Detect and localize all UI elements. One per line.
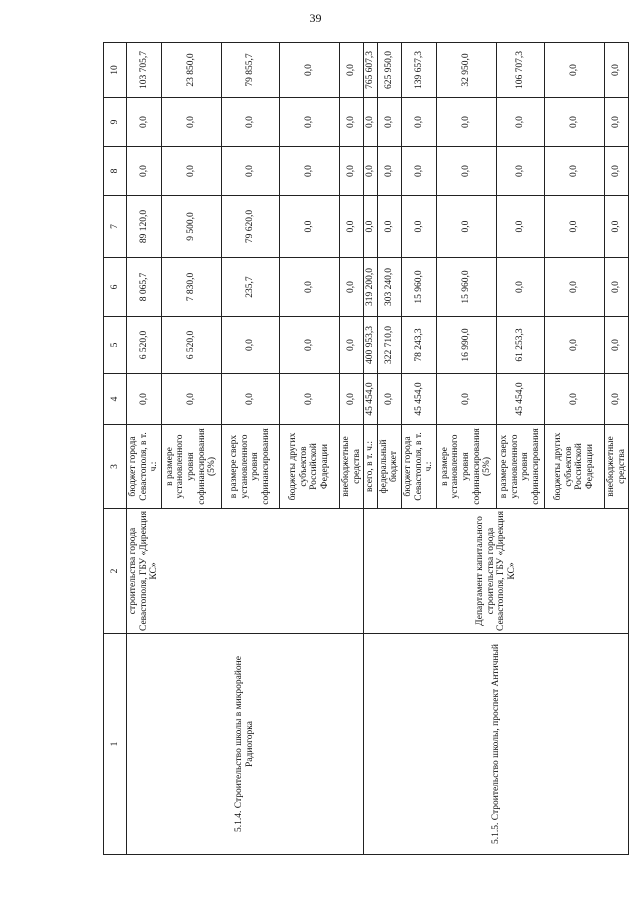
value-cell: 139 657,3 <box>402 43 437 98</box>
col-header: 6 <box>104 258 127 317</box>
value-cell: 32 950,0 <box>436 43 496 98</box>
value-cell: 0,0 <box>496 258 544 317</box>
value-cell: 23 850,0 <box>161 43 221 98</box>
value-cell: 0,0 <box>544 258 604 317</box>
value-cell: 0,0 <box>339 374 363 425</box>
value-cell: 322 710,0 <box>377 317 401 374</box>
value-cell: 0,0 <box>436 374 496 425</box>
value-cell: 0,0 <box>544 43 604 98</box>
value-cell: 8 065,7 <box>127 258 162 317</box>
value-cell: 0,0 <box>161 374 221 425</box>
value-cell: 79 620,0 <box>221 196 279 258</box>
value-cell: 319 200,0 <box>364 258 378 317</box>
financing-table <box>103 42 629 855</box>
value-cell: 15 960,0 <box>436 258 496 317</box>
value-cell: 0,0 <box>279 196 339 258</box>
col-header: 4 <box>104 374 127 425</box>
value-cell: 0,0 <box>221 317 279 374</box>
responsible-cell: Департамент капитального строительства города Севастополя, ГБУ «Дирекция КС» <box>364 509 629 634</box>
value-cell: 6 520,0 <box>127 317 162 374</box>
source-cell: в размере установленного уровня софинансирования (5%) <box>436 425 496 509</box>
value-cell: 79 855,7 <box>221 43 279 98</box>
value-cell: 0,0 <box>339 258 363 317</box>
value-cell: 0,0 <box>544 196 604 258</box>
value-cell: 0,0 <box>436 98 496 147</box>
value-cell: 0,0 <box>544 317 604 374</box>
value-cell: 0,0 <box>436 196 496 258</box>
value-cell: 0,0 <box>604 317 628 374</box>
program-name-cell: 5.1.5. Строительство школы, проспект Античный <box>364 634 629 855</box>
value-cell: 15 960,0 <box>402 258 437 317</box>
value-cell: 0,0 <box>279 98 339 147</box>
value-cell: 0,0 <box>279 147 339 196</box>
col-header: 5 <box>104 317 127 374</box>
header-row <box>104 43 127 855</box>
value-cell: 89 120,0 <box>127 196 162 258</box>
value-cell: 0,0 <box>377 374 401 425</box>
value-cell: 0,0 <box>161 147 221 196</box>
value-cell: 9 500,0 <box>161 196 221 258</box>
value-cell: 235,7 <box>221 258 279 317</box>
rotated-table-inner <box>103 43 627 855</box>
rotated-table-wrapper <box>103 43 627 855</box>
value-cell: 0,0 <box>279 258 339 317</box>
table-row <box>364 43 378 855</box>
value-cell: 0,0 <box>496 147 544 196</box>
col-header: 2 <box>104 509 127 634</box>
value-cell: 0,0 <box>127 147 162 196</box>
value-cell: 0,0 <box>604 258 628 317</box>
page-number: 39 <box>309 11 322 25</box>
value-cell: 16 990,0 <box>436 317 496 374</box>
source-cell: федеральный бюджет <box>377 425 401 509</box>
source-cell: в размере сверх установленного уровня софинансирования <box>221 425 279 509</box>
col-header: 1 <box>104 634 127 855</box>
value-cell: 0,0 <box>364 147 378 196</box>
col-header: 8 <box>104 147 127 196</box>
value-cell: 0,0 <box>339 98 363 147</box>
source-cell: бюджет города Севастополя, в т. ч.: <box>127 425 162 509</box>
col-header: 9 <box>104 98 127 147</box>
value-cell: 0,0 <box>339 43 363 98</box>
source-cell: всего, в т. ч.: <box>364 425 378 509</box>
value-cell: 0,0 <box>221 374 279 425</box>
value-cell: 61 253,3 <box>496 317 544 374</box>
col-header: 10 <box>104 43 127 98</box>
value-cell: 0,0 <box>604 98 628 147</box>
program-name-cell: 5.1.4. Строительство школы в микрорайоне Радиогорка <box>127 634 364 855</box>
source-cell: бюджеты других субъектов Российской Федерации <box>544 425 604 509</box>
value-cell: 0,0 <box>496 98 544 147</box>
value-cell: 7 830,0 <box>161 258 221 317</box>
value-cell: 106 707,3 <box>496 43 544 98</box>
value-cell: 78 243,3 <box>402 317 437 374</box>
value-cell: 0,0 <box>436 147 496 196</box>
value-cell: 45 454,0 <box>402 374 437 425</box>
source-cell: бюджет города Севастополя, в т. ч.: <box>402 425 437 509</box>
value-cell: 0,0 <box>544 374 604 425</box>
value-cell: 0,0 <box>377 196 401 258</box>
value-cell: 0,0 <box>279 374 339 425</box>
value-cell: 765 607,3 <box>364 43 378 98</box>
value-cell: 303 240,0 <box>377 258 401 317</box>
value-cell: 0,0 <box>339 147 363 196</box>
value-cell: 0,0 <box>221 147 279 196</box>
source-cell: внебюджетные средства <box>339 425 363 509</box>
value-cell: 0,0 <box>127 374 162 425</box>
value-cell: 0,0 <box>604 374 628 425</box>
value-cell: 0,0 <box>161 98 221 147</box>
value-cell: 0,0 <box>339 317 363 374</box>
value-cell: 0,0 <box>377 98 401 147</box>
value-cell: 0,0 <box>279 43 339 98</box>
value-cell: 0,0 <box>364 196 378 258</box>
source-cell: в размере установленного уровня софинансирования (5%) <box>161 425 221 509</box>
value-cell: 45 454,0 <box>496 374 544 425</box>
value-cell: 0,0 <box>604 196 628 258</box>
value-cell: 0,0 <box>364 98 378 147</box>
table-row <box>127 43 162 855</box>
value-cell: 0,0 <box>402 98 437 147</box>
value-cell: 0,0 <box>544 98 604 147</box>
source-cell: внебюджетные средства <box>604 425 628 509</box>
responsible-cell: строительства города Севастополя, ГБУ «Дирекция КС» <box>127 509 364 634</box>
value-cell: 0,0 <box>604 147 628 196</box>
value-cell: 0,0 <box>279 317 339 374</box>
source-cell: в размере сверх установленного уровня софинансирования <box>496 425 544 509</box>
value-cell: 6 520,0 <box>161 317 221 374</box>
value-cell: 45 454,0 <box>364 374 378 425</box>
value-cell: 0,0 <box>544 147 604 196</box>
value-cell: 0,0 <box>377 147 401 196</box>
col-header: 7 <box>104 196 127 258</box>
value-cell: 0,0 <box>496 196 544 258</box>
col-header: 3 <box>104 425 127 509</box>
value-cell: 0,0 <box>604 43 628 98</box>
value-cell: 0,0 <box>127 98 162 147</box>
value-cell: 0,0 <box>339 196 363 258</box>
value-cell: 400 953,3 <box>364 317 378 374</box>
value-cell: 0,0 <box>402 147 437 196</box>
value-cell: 0,0 <box>402 196 437 258</box>
value-cell: 103 705,7 <box>127 43 162 98</box>
source-cell: бюджеты других субъектов Российской Федерации <box>279 425 339 509</box>
value-cell: 625 950,0 <box>377 43 401 98</box>
value-cell: 0,0 <box>221 98 279 147</box>
